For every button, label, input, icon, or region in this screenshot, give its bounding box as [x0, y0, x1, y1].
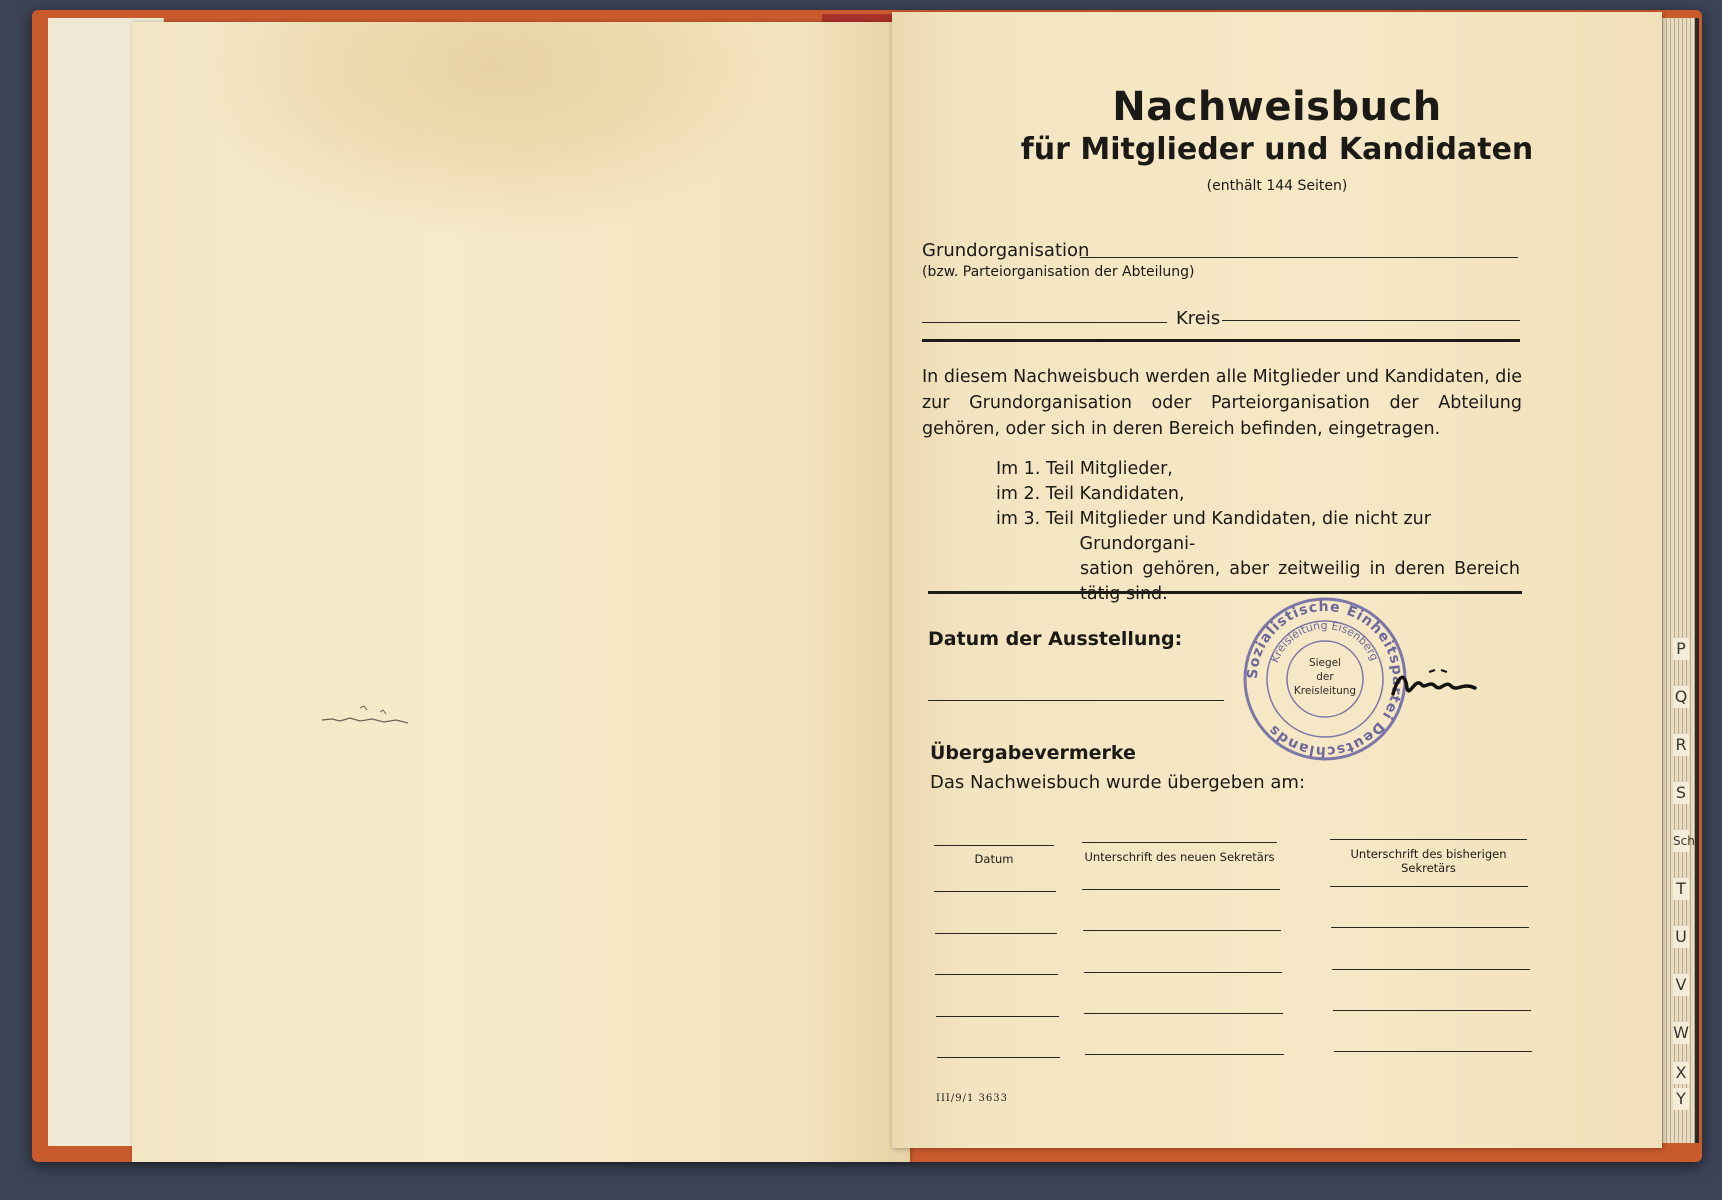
table-row-line	[1330, 886, 1528, 887]
ink-smudge-mark	[320, 694, 415, 734]
table-row-line	[935, 933, 1057, 934]
part-item	[996, 457, 1526, 482]
table-row-line	[1083, 930, 1281, 931]
edge-letter: R	[1673, 734, 1689, 756]
edge-letter: Sch	[1673, 830, 1689, 852]
page-count-note: (enthält 144 Seiten)	[1206, 178, 1348, 194]
part-item	[996, 482, 1526, 507]
header-line	[934, 845, 1054, 846]
table-row-line	[1084, 972, 1282, 973]
water-stain	[192, 22, 792, 242]
part-continuation: sation gehören, aber zeitweilig in deren Bereich tätig sind.	[1080, 559, 1520, 604]
section-divider	[922, 339, 1520, 342]
column-caption-new-secretary: Unterschrift des neuen Sekretärs	[1084, 850, 1275, 864]
grundorganisation-line	[1080, 257, 1518, 258]
part-prefix: im 2. Teil	[996, 484, 1080, 504]
part-item	[996, 507, 1526, 557]
grundorganisation-label: Grundorganisation	[922, 240, 1090, 261]
issue-date-label: Datum der Ausstellung:	[928, 628, 1183, 650]
column-caption-previous-secretary: Unterschrift des bisherigen Sekretärs	[1350, 847, 1507, 875]
table-row-line	[1334, 1051, 1532, 1052]
part-text: Kandidaten,	[1079, 484, 1185, 504]
kreis-line	[1222, 320, 1520, 321]
section-divider	[928, 591, 1522, 594]
title-page	[892, 12, 1662, 1148]
kreis-prefix-line	[922, 322, 1167, 323]
edge-letter: Y	[1673, 1088, 1689, 1110]
handover-text: Das Nachweisbuch wurde übergeben am:	[930, 772, 1306, 793]
edge-letter: V	[1673, 974, 1689, 996]
print-code: III/9/1 3633	[936, 1093, 1008, 1104]
left-page	[132, 22, 910, 1162]
edge-letter: P	[1673, 638, 1689, 660]
stamp-inner-line: Siegel	[1308, 657, 1342, 669]
table-row-line	[1331, 927, 1529, 928]
column-caption-datum: Datum	[974, 852, 1014, 866]
part-text: Mitglieder und Kandidaten, die nicht zur Grundorgani-	[1079, 509, 1431, 554]
part-prefix: Im 1. Teil	[996, 459, 1080, 479]
edge-letter: X	[1673, 1062, 1689, 1084]
stamp-outer-text: Sozialistische Einheitspartei Deutschlands	[1244, 598, 1406, 760]
edge-letter: W	[1673, 1023, 1689, 1042]
seal-stamp	[1240, 594, 1410, 764]
table-row-line	[1333, 1010, 1531, 1011]
document-title: Nachweisbuch	[1112, 84, 1442, 130]
edge-letter: Q	[1674, 687, 1688, 706]
table-row-line	[1082, 889, 1280, 890]
part-prefix: im 3. Teil	[996, 509, 1080, 529]
intro-paragraph: In diesem Nachweisbuch werden alle Mitglieder und Kandidaten, die zur Grundorganisation oder Parteiorganisation der Abteilung gehören, oder sich in deren Bereich befinden, eingetragen.	[922, 367, 1522, 439]
document-subtitle: für Mitglieder und Kandidaten	[1020, 132, 1534, 167]
table-row-line	[934, 891, 1056, 892]
header-line	[1330, 839, 1527, 840]
handwritten-signature	[1389, 664, 1479, 702]
parts-list	[996, 457, 1526, 607]
table-row-line	[935, 974, 1058, 975]
table-row-line	[1332, 969, 1530, 970]
header-line	[1082, 842, 1277, 843]
issue-date-line	[928, 700, 1224, 701]
handover-heading: Übergabevermerke	[930, 742, 1136, 764]
edge-letter: U	[1673, 926, 1689, 948]
table-row-line	[1085, 1054, 1284, 1055]
stamp-inner-line: der	[1316, 671, 1334, 683]
table-row-line	[1084, 1013, 1283, 1014]
grundorganisation-hint: (bzw. Parteiorganisation der Abteilung)	[922, 264, 1195, 280]
stamp-ring-text: Kreisleitung Eisenberg	[1268, 618, 1382, 665]
stamp-inner-line: Kreisleitung	[1293, 685, 1357, 697]
edge-letter: S	[1673, 782, 1689, 804]
edge-letter: T	[1673, 878, 1689, 900]
table-row-line	[936, 1016, 1059, 1017]
part-text: Mitglieder,	[1079, 459, 1173, 479]
kreis-label: Kreis	[1176, 308, 1221, 329]
table-row-line	[937, 1057, 1060, 1058]
